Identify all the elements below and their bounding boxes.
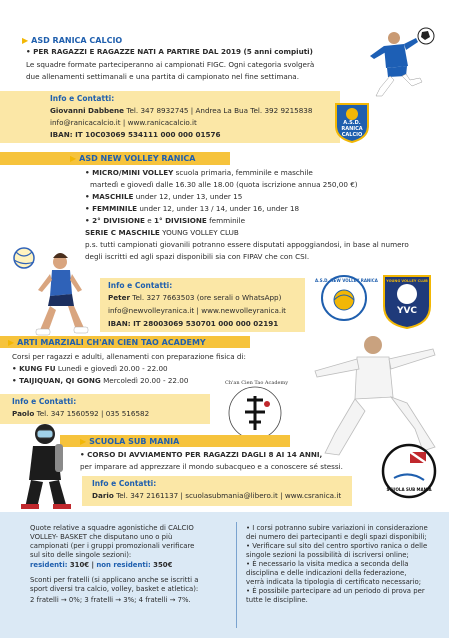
martial-info-title: Info e Contatti:	[12, 397, 77, 406]
volley-line-5: • 2° DIVISIONE e 1° DIVISIONE femminile	[85, 216, 246, 225]
footer-quote-line: campionati (per i gruppi promozionali verificare	[30, 542, 195, 550]
footer-note-line: verrà indicata la tipologia di certificato necessario;	[246, 578, 422, 586]
section-title-volley: ▶ ASD NEW VOLLEY RANICA	[70, 154, 196, 163]
volleyball-player-photo	[10, 240, 100, 340]
calcio-info-title: Info e Contatti:	[50, 94, 115, 103]
sub-line-2: per imparare ad apprezzare il mondo subacqueo e a conoscere sé stessi.	[80, 462, 343, 471]
volley-line-4: • FEMMINILE under 12, under 13 / 14, under 16, under 18	[85, 204, 300, 213]
calcio-iban: IBAN: IT 10C03069 534111 000 000 01576	[50, 130, 221, 139]
volley-line-7: p.s. tutti campionati giovanili potranno essere disputati appoggiandosi, in base al numero	[85, 240, 409, 249]
martial-line-1: Corsi per ragazzi e adulti, allenamenti con preparazione fisica di:	[12, 352, 246, 361]
sub-contact-phone: Dario Tel. 347 2161137 | scuolasubmania@libero.it | www.csranica.it	[92, 491, 342, 500]
new-volley-logo-text: A.S.D. NEW VOLLEY RANICA	[315, 278, 378, 283]
footer-note-line: disciplina e delle indicazioni della federazione,	[246, 569, 407, 577]
footer-note-line: • È possibile partecipare ad un periodo di prova per	[246, 587, 425, 595]
volley-line-8: degli iscritti ed agli spazi disponibili sia con FIPAV che con CSI.	[85, 252, 310, 261]
young-volley-club-logo	[380, 272, 434, 330]
volley-line-1: • MICRO/MINI VOLLEY scuola primaria, femminile e maschile	[85, 168, 313, 177]
footer-divider	[236, 522, 237, 628]
sub-info-title: Info e Contatti:	[92, 479, 157, 488]
footer-fee-line: residenti: 310€ | non residenti: 350€	[30, 561, 173, 569]
footer-notes	[0, 512, 449, 638]
footer-note-line: • È necessario la visita medica a seconda della	[246, 560, 409, 568]
footer-note-line: dei numero dei partecipanti e degli spazi disponibili;	[246, 533, 427, 541]
sub-mania-logo	[380, 440, 438, 502]
footer-note-line: singole sezioni la possibilità di iscriversi online;	[246, 551, 409, 559]
section-title-sub: ▶ SCUOLA SUB MANIA	[80, 437, 180, 446]
chan-cien-tao-logo-text: Ch'an Cien Tao Academy	[225, 380, 289, 386]
contact-phones: Tel. 347 8932745 | Andrea La Bua Tel. 392 9215838	[126, 106, 313, 115]
calcio-logo-text: A.S.D. RANICA CALCIO	[341, 120, 363, 138]
footer-discount-line: Sconti per fratelli (si applicano anche se iscritti a	[30, 576, 199, 584]
martial-line-2: • KUNG FU Lunedì e giovedì 20.00 - 22.00	[12, 364, 168, 373]
volley-line-6: SERIE C MASCHILE YOUNG VOLLEY CLUB	[85, 228, 239, 237]
section-title-martial-arts: ▶ ARTI MARZIALI CH'AN CIEN TAO ACADEMY	[8, 338, 206, 347]
young-volley-club-abbr: YVC	[396, 306, 418, 316]
calcio-age-line: • PER RAGAZZI E RAGAZZE NATI A PARTIRE DAL 2019 (5 anni compiuti)	[26, 47, 313, 56]
contact-name: Giovanni Dabbene	[50, 106, 125, 115]
volley-line-3: • MASCHILE under 12, under 13, under 15	[85, 192, 243, 201]
footer-quote-line: sul sito delle singole sezioni):	[30, 551, 132, 559]
footer-right-column	[246, 524, 446, 605]
calcio-contact-web[interactable]: info@ranicacalcio.it | www.ranicacalcio.it	[50, 118, 197, 127]
martial-contact-phone: Paolo Tel. 347 1560592 | 035 516582	[12, 409, 150, 418]
calcio-info-band	[0, 91, 40, 143]
footer-note-line: • I corsi potranno subire variazioni in considerazione	[246, 524, 428, 532]
arrow-icon: ▶	[22, 36, 29, 45]
sub-mania-logo-text: SCUOLA SUB MANIA	[386, 487, 432, 492]
scuba-diver-photo	[15, 420, 80, 512]
volley-contact-web[interactable]: info@newvolleyranica.it | www.newvolleyranica.it	[108, 306, 287, 315]
martial-line-3: • TAIJIQUAN, QI GONG Mercoledì 20.00 - 22.00	[12, 376, 189, 385]
sub-line-1: • CORSO DI AVVIAMENTO PER RAGAZZI DAGLI 8 AI 14 ANNI,	[80, 450, 323, 459]
young-volley-club-text: YOUNG VOLLEY CLUB	[386, 279, 428, 283]
arrow-icon: ▶	[8, 338, 15, 347]
footer-left-column	[30, 524, 220, 605]
footer-quote-line: VOLLEY- BASKET che disputano uno o più	[30, 533, 173, 541]
new-volley-logo	[315, 272, 378, 328]
volley-line-2: martedì e giovedì dalle 16.30 alle 18.00 (quota iscrizione annua 250,00 €)	[90, 180, 358, 189]
calcio-contact-phone	[50, 106, 312, 115]
calcio-logo	[330, 100, 374, 144]
footer-discount-line: sport diversi tra calcio, volley, basket e atletica):	[30, 585, 199, 593]
arrow-icon: ▶	[80, 437, 87, 446]
calcio-desc-line-1: Le squadre formate parteciperanno ai campionati FIGC. Ogni categoria svolgerà	[26, 60, 315, 69]
footer-note-line: • Verificare sul sito del centro sportivo ranica o delle	[246, 542, 428, 550]
footer-note-line: tutte le discipline.	[246, 596, 308, 604]
soccer-player-photo	[350, 22, 440, 98]
footer-quote-line: Quote relative a squadre agonistiche di CALCIO	[30, 524, 194, 532]
arrow-icon: ▶	[70, 154, 77, 163]
section-title-calcio: ▶ ASD RANICA CALCIO	[22, 36, 123, 45]
footer-sibling-line: 2 fratelli → 0%; 3 fratelli → 3%; 4 fratelli → 7%.	[30, 596, 191, 604]
volley-info-title: Info e Contatti:	[108, 281, 173, 290]
calcio-desc-line-2: due allenamenti settimanali e una partita di campionato nel fine settimana.	[26, 72, 299, 81]
volley-contact-phone: Peter Tel. 327 7663503 (ore serali o WhatsApp)	[108, 293, 282, 302]
volley-iban: IBAN: IT 28003069 530701 000 000 02191	[108, 319, 279, 328]
